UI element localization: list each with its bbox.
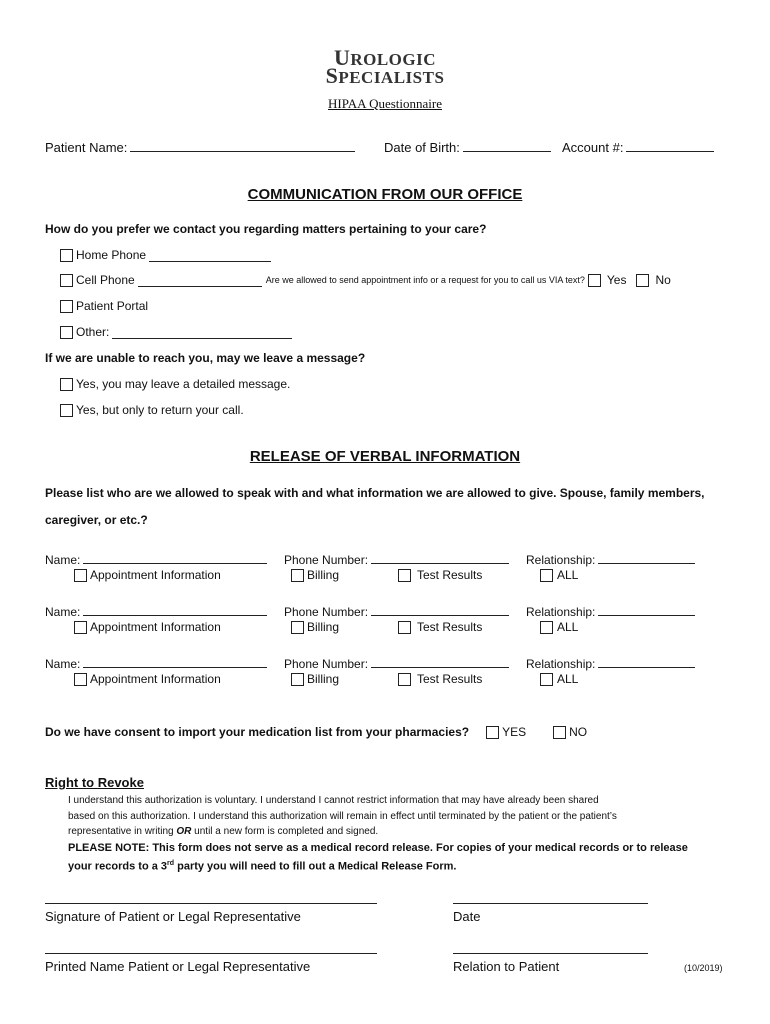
billing-checkbox[interactable] [291,673,304,686]
text-permission-question: Are we allowed to send appointment info or a request for you to call us VIA text? [265,275,585,285]
text-no-label: No [655,273,671,287]
appointment-label: Appointment Information [90,672,221,686]
contact-1-relationship-field[interactable] [526,551,695,567]
date-line[interactable] [453,903,648,904]
all-checkbox[interactable] [540,621,553,634]
contact-preference-question: How do you prefer we contact you regarding matters pertaining to your care? [45,222,487,236]
verbal-question-line2: caregiver, or etc.? [45,513,148,527]
contact-3-tests-option[interactable] [398,672,482,686]
billing-checkbox[interactable] [291,569,304,582]
all-label: ALL [557,568,579,582]
revoke-line-1: I understand this authorization is voluntary. I understand I cannot restrict information that may have already been shared [68,795,599,806]
appointment-checkbox[interactable] [74,569,87,582]
contact-2-appointment-option[interactable] [74,620,221,634]
relation-line[interactable] [453,953,648,954]
all-checkbox[interactable] [540,569,553,582]
home-phone-checkbox[interactable] [60,249,73,262]
return-call-option[interactable] [60,403,244,417]
contact-3-phone-field[interactable] [284,655,509,671]
billing-label: Billing [307,672,340,686]
contact-1-all-option[interactable] [540,568,578,582]
right-to-revoke-heading: Right to Revoke [45,775,144,790]
revoke-line-2: based on this authorization. I understand this authorization will remain in effect until terminated by the patient or the patient’s [68,810,617,822]
consent-no-label: NO [569,725,588,739]
printed-name-label: Printed Name Patient or Legal Representative [45,959,311,974]
patient-name-label: Patient Name: [45,140,128,155]
date-label: Date [453,909,481,924]
detailed-message-option[interactable] [60,377,290,391]
cell-phone-label: Cell Phone [76,273,135,287]
signature-label: Signature of Patient or Legal Representative [45,909,301,924]
signature-line[interactable] [45,903,377,904]
account-label: Account #: [562,140,624,155]
contact-1-name-field[interactable] [45,551,267,567]
verbal-section-title: RELEASE OF VERBAL INFORMATION [249,448,521,465]
document-title: HIPAA Questionnaire [328,96,442,111]
contact-phone-label: Phone Number: [284,553,369,567]
text-yes-checkbox[interactable] [588,274,601,287]
contact-name-label: Name: [45,605,81,619]
appointment-label: Appointment Information [90,620,221,634]
contact-1-billing-option[interactable] [291,568,339,582]
contact-3-billing-option[interactable] [291,672,339,686]
contact-relationship-label: Relationship: [526,553,596,567]
contact-2-phone-field[interactable] [284,603,509,619]
logo: UROLOGIC SPECIALISTS [325,45,445,88]
contact-name-label: Name: [45,553,81,567]
billing-label: Billing [307,620,340,634]
test-results-label: Test Results [417,568,483,582]
message-question: If we are unable to reach you, may we leave a message? [45,351,366,365]
contact-2-all-option[interactable] [540,620,578,634]
date-of-birth-field[interactable] [384,139,551,155]
cell-phone-checkbox[interactable] [60,274,73,287]
contact-3-name-field[interactable] [45,655,267,671]
billing-label: Billing [307,568,340,582]
home-phone-label: Home Phone [76,248,147,262]
all-checkbox[interactable] [540,673,553,686]
other-checkbox[interactable] [60,326,73,339]
contact-phone-label: Phone Number: [284,605,369,619]
detailed-message-checkbox[interactable] [60,378,73,391]
patient-name-field[interactable] [45,139,355,155]
contact-relationship-label: Relationship: [526,605,596,619]
please-note-line: PLEASE NOTE: This form does not serve as a medical record release. For copies of your medical records or to release [68,841,688,854]
contact-relationship-label: Relationship: [526,657,596,671]
consent-no-checkbox[interactable] [553,726,566,739]
contact-3-relationship-field[interactable] [526,655,695,671]
contact-1-phone-field[interactable] [284,551,509,567]
appointment-checkbox[interactable] [74,673,87,686]
consent-yes-checkbox[interactable] [486,726,499,739]
contact-1-appointment-option[interactable] [74,568,221,582]
return-call-checkbox[interactable] [60,404,73,417]
verbal-question-line1: Please list who are we allowed to speak with and what information we are allowed to give. Spouse, family members, [45,486,705,500]
contact-3-all-option[interactable] [540,672,578,686]
patient-portal-checkbox[interactable] [60,300,73,313]
contact-2-tests-option[interactable] [398,620,482,634]
other-label: Other: [76,325,110,339]
text-yes-label: Yes [606,273,627,287]
all-label: ALL [557,672,579,686]
all-label: ALL [557,620,579,634]
patient-portal-option[interactable] [60,299,148,313]
return-call-label: Yes, but only to return your call. [76,403,244,417]
medication-consent-question: Do we have consent to import your medication list from your pharmacies? [45,725,470,739]
test-results-label: Test Results [417,620,483,634]
contact-phone-label: Phone Number: [284,657,369,671]
detailed-message-label: Yes, you may leave a detailed message. [76,377,291,391]
test-results-checkbox[interactable] [398,621,411,634]
appointment-checkbox[interactable] [74,621,87,634]
contact-2-name-field[interactable] [45,603,267,619]
printed-name-line[interactable] [45,953,377,954]
relation-label: Relation to Patient [453,959,560,974]
revision-date: (10/2019) [684,963,723,973]
revoke-line-3: representative in writing OR until a new form is completed and signed. [68,826,379,837]
test-results-checkbox[interactable] [398,673,411,686]
appointment-label: Appointment Information [90,568,221,582]
contact-3-appointment-option[interactable] [74,672,221,686]
release-form-line: your records to a 3rd party you will need to fill out a Medical Release Form. [68,860,457,873]
cell-phone-option[interactable] [60,273,671,287]
billing-checkbox[interactable] [291,621,304,634]
test-results-label: Test Results [417,672,483,686]
patient-portal-label: Patient Portal [76,299,149,313]
revoke-paragraph [68,793,728,875]
consent-yes-label: YES [502,725,527,739]
contact-2-billing-option[interactable] [291,620,339,634]
contact-1-tests-option[interactable] [398,568,482,582]
text-no-checkbox[interactable] [636,274,649,287]
contact-name-label: Name: [45,657,81,671]
communication-section-title: COMMUNICATION FROM OUR OFFICE [247,186,523,203]
account-number-field[interactable] [562,139,714,155]
dob-label: Date of Birth: [384,140,460,155]
home-phone-option[interactable] [60,248,271,262]
test-results-checkbox[interactable] [398,569,411,582]
medication-consent-row [45,725,587,739]
other-option[interactable] [60,325,292,339]
contact-2-relationship-field[interactable] [526,603,695,619]
